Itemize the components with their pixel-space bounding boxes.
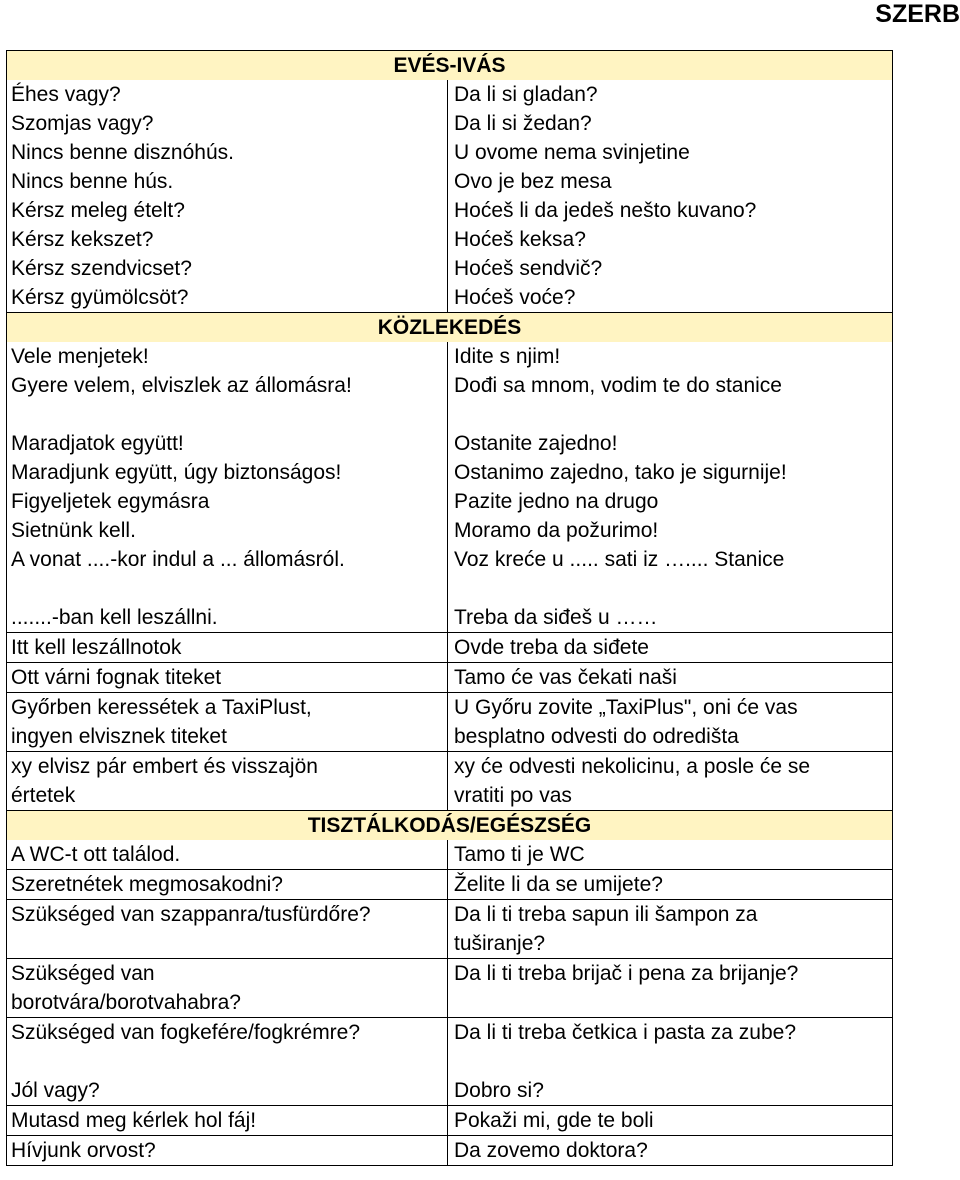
hungarian-phrase: Győrben keressétek a TaxiPlust, ingyen elvisznek titeket xyxy=(7,693,448,752)
phrase-row xyxy=(7,840,892,870)
phrase-row xyxy=(7,900,892,959)
hungarian-phrase xyxy=(7,1047,448,1076)
serbian-phrase: Dođi sa mnom, vodim te do stanice xyxy=(454,374,782,397)
serbian-phrase: Ostanite zajedno! xyxy=(454,432,618,455)
phrase-row xyxy=(7,603,892,633)
hungarian-phrase: Ott várni fognak titeket xyxy=(7,663,448,693)
section-header: KÖZLEKEDÉS xyxy=(7,312,892,342)
serbian-phrase: Hoćeš voće? xyxy=(454,286,576,309)
serbian-phrase: Tamo će vas čekati naši xyxy=(448,663,892,693)
phrase-row xyxy=(7,138,892,167)
phrase-row xyxy=(7,1136,892,1165)
language-label: SZERB xyxy=(875,0,960,28)
hungarian-phrase: A vonat ....-kor indul a ... állomásról. xyxy=(7,545,448,574)
hungarian-phrase: Szeretnétek megmosakodni? xyxy=(7,870,448,900)
hungarian-phrase: Vele menjetek! xyxy=(7,342,448,371)
phrase-row xyxy=(7,254,892,283)
hungarian-phrase: Figyeljetek egymásra xyxy=(7,487,448,516)
serbian-phrase: Treba da siđeš u …… xyxy=(448,603,892,633)
hungarian-phrase: Nincs benne hús. xyxy=(7,167,448,196)
serbian-phrase: Da li ti treba četkica i pasta za zube? xyxy=(454,1021,797,1044)
hungarian-phrase xyxy=(7,574,448,603)
phrase-row xyxy=(7,516,892,545)
hungarian-phrase: Szükséged van fogkefére/fogkrémre? xyxy=(7,1018,448,1047)
hungarian-phrase xyxy=(7,400,448,429)
serbian-phrase: Želite li da se umijete? xyxy=(448,870,892,900)
section-header: TISZTÁLKODÁS/EGÉSZSÉG xyxy=(7,810,892,840)
spacer-row xyxy=(7,1047,892,1076)
hungarian-phrase: Nincs benne disznóhús. xyxy=(7,138,448,167)
phrase-row xyxy=(7,752,892,810)
serbian-phrase: Hoćeš sendvič? xyxy=(454,257,603,280)
hungarian-phrase: xy elvisz pár embert és visszajön értetek xyxy=(7,752,448,810)
serbian-phrase: xy će odvesti nekolicinu, a posle će se vratiti po vas xyxy=(454,755,811,807)
serbian-phrase: Pazite jedno na drugo xyxy=(454,490,659,513)
hungarian-phrase: A WC-t ott találod. xyxy=(7,840,448,870)
serbian-phrase: Da li si gladan? xyxy=(454,83,598,106)
serbian-phrase: Ostanimo zajedno, tako je sigurnije! xyxy=(454,461,787,484)
hungarian-phrase: Szomjas vagy? xyxy=(7,109,448,138)
serbian-phrase: Moramo da požurimo! xyxy=(454,519,659,542)
serbian-phrase: Dobro si? xyxy=(448,1076,892,1106)
serbian-phrase: Da li ti treba sapun ili šampon za tuširanje? xyxy=(448,900,892,959)
phrase-row xyxy=(7,109,892,138)
phrase-row xyxy=(7,1018,892,1047)
hungarian-phrase: Éhes vagy? xyxy=(7,80,448,109)
phrase-row xyxy=(7,633,892,663)
phrase-row xyxy=(7,487,892,516)
serbian-phrase: Pokaži mi, gde te boli xyxy=(448,1106,892,1136)
serbian-phrase: Idite s njim! xyxy=(454,345,561,368)
phrase-row xyxy=(7,1076,892,1106)
serbian-phrase: Hoćeš li da jedeš nešto kuvano? xyxy=(454,199,757,222)
phrase-row xyxy=(7,371,892,400)
phrase-row xyxy=(7,458,892,487)
serbian-phrase: U Győru zovite „TaxiPlus", oni će vas besplatno odvesti do odredišta xyxy=(448,693,892,752)
serbian-phrase xyxy=(448,1047,892,1076)
hungarian-phrase: Itt kell leszállnotok xyxy=(7,633,448,663)
phrase-row xyxy=(7,167,892,196)
serbian-phrase: Hoćeš keksa? xyxy=(454,228,586,251)
phrase-row xyxy=(7,196,892,225)
hungarian-phrase: Kérsz kekszet? xyxy=(7,225,448,254)
phrase-row xyxy=(7,225,892,254)
phrase-row xyxy=(7,545,892,574)
spacer-row xyxy=(7,400,892,429)
serbian-phrase: Ovo je bez mesa xyxy=(454,170,612,193)
hungarian-phrase: Sietnünk kell. xyxy=(7,516,448,545)
phrase-row xyxy=(7,959,892,1018)
phrase-row xyxy=(7,663,892,693)
phrase-row xyxy=(7,870,892,900)
hungarian-phrase: Kérsz meleg ételt? xyxy=(7,196,448,225)
serbian-phrase xyxy=(448,574,892,603)
hungarian-phrase: Szükséged van szappanra/tusfürdőre? xyxy=(7,900,448,959)
phrase-row xyxy=(7,283,892,312)
serbian-phrase: Da zovemo doktora? xyxy=(454,1139,648,1162)
hungarian-phrase: Kérsz szendvicset? xyxy=(7,254,448,283)
hungarian-phrase: Jól vagy? xyxy=(7,1076,448,1106)
spacer-row xyxy=(7,574,892,603)
serbian-phrase: Ovde treba da siđete xyxy=(448,633,892,663)
serbian-phrase xyxy=(448,400,892,429)
hungarian-phrase: Gyere velem, elviszlek az állomásra! xyxy=(7,371,448,400)
serbian-phrase: Voz kreće u ..... sati iz ….... Stanice xyxy=(454,548,785,571)
phrase-table xyxy=(6,50,893,1166)
serbian-phrase: Da li ti treba brijač i pena za brijanje? xyxy=(448,959,892,1018)
hungarian-phrase: .......-ban kell leszállni. xyxy=(7,603,448,633)
phrase-row xyxy=(7,80,892,109)
phrase-row xyxy=(7,1106,892,1136)
hungarian-phrase: Kérsz gyümölcsöt? xyxy=(7,283,448,312)
hungarian-phrase: Szükséged van borotvára/borotvahabra? xyxy=(7,959,448,1018)
hungarian-phrase: Mutasd meg kérlek hol fáj! xyxy=(7,1106,448,1136)
phrase-row xyxy=(7,429,892,458)
serbian-phrase: Da li si žedan? xyxy=(454,112,592,135)
hungarian-phrase: Hívjunk orvost? xyxy=(7,1136,448,1165)
section-header: EVÉS-IVÁS xyxy=(7,50,892,80)
hungarian-phrase: Maradjatok együtt! xyxy=(7,429,448,458)
phrase-row xyxy=(7,693,892,752)
hungarian-phrase: Maradjunk együtt, úgy biztonságos! xyxy=(7,458,448,487)
phrase-row xyxy=(7,342,892,371)
serbian-phrase: Tamo ti je WC xyxy=(448,840,892,870)
serbian-phrase: U ovome nema svinjetine xyxy=(454,141,690,164)
